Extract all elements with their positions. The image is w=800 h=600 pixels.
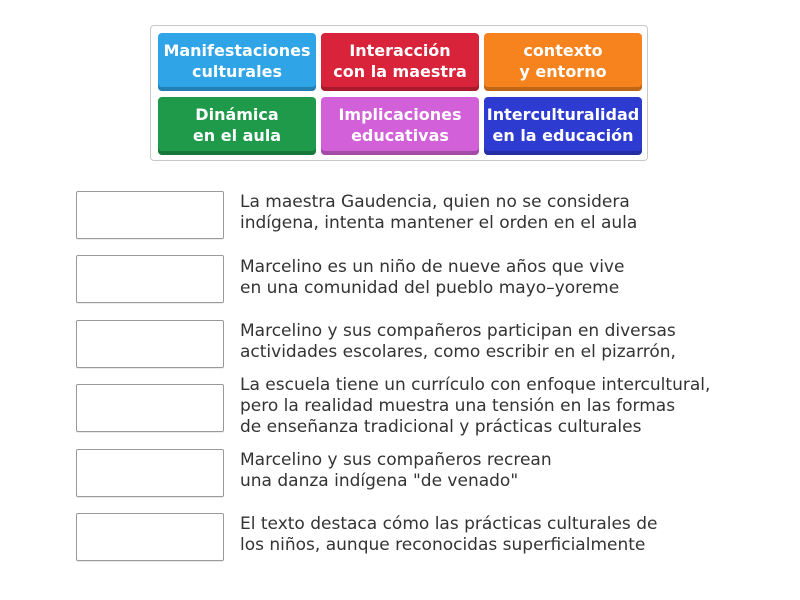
tile-label: Interculturalidad en la educación [486,104,640,145]
drop-target[interactable] [76,191,224,239]
tile-label: contexto y entorno [519,40,607,81]
tile-label: Manifestaciones culturales [163,40,311,81]
tile-dinamica-en-el-aula[interactable] [158,97,316,155]
tile-label: Implicaciones educativas [338,104,462,145]
tile-interculturalidad-en-la-educacion[interactable] [484,97,642,155]
tile-contexto-y-entorno[interactable] [484,33,642,91]
tile-tray [150,25,648,161]
drop-target[interactable] [76,449,224,497]
match-row [76,320,776,370]
row-description: Marcelino y sus compañeros participan en diversas actividades escolares, como escribir en el pizarrón, [240,321,676,362]
drop-target[interactable] [76,384,224,432]
row-description: La maestra Gaudencia, quien no se considera indígena, intenta mantener el orden en el aula [240,192,638,233]
match-row [76,191,776,241]
tile-manifestaciones-culturales[interactable] [158,33,316,91]
drop-target[interactable] [76,513,224,561]
row-description: El texto destaca cómo las prácticas culturales de los niños, aunque reconocidas superficialmente [240,514,658,555]
drop-target[interactable] [76,320,224,368]
tile-label: Dinámica en el aula [192,104,282,145]
row-description: La escuela tiene un currículo con enfoque intercultural, pero la realidad muestra una tensión en las formas de enseñanza tradicional y prácticas culturales [240,375,711,437]
match-row [76,449,776,499]
match-row [76,513,776,563]
row-description: Marcelino y sus compañeros recrean una danza indígena "de venado" [240,450,552,491]
tile-implicaciones-educativas[interactable] [321,97,479,155]
match-row [76,255,776,305]
tile-label: Interacción con la maestra [333,40,467,81]
match-row [76,375,776,437]
tile-interaccion-con-la-maestra[interactable] [321,33,479,91]
row-description: Marcelino es un niño de nueve años que vive en una comunidad del pueblo mayo–yoreme [240,257,625,298]
drop-target[interactable] [76,255,224,303]
